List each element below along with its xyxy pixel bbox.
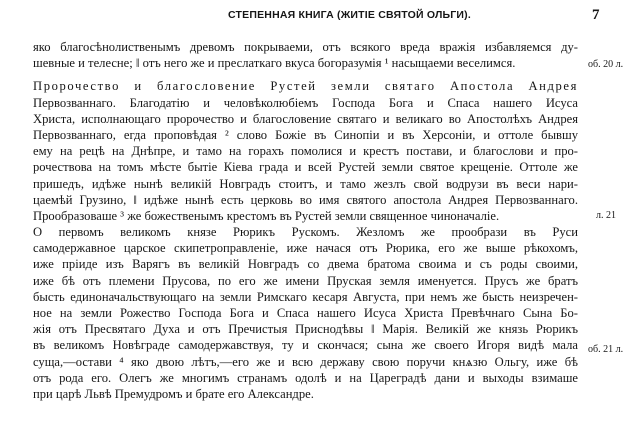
section-heading-line: О первомъ великомъ князе Рюрикъ Рускомъ. Жезломъ же прообрази въ Руси xyxy=(33,225,578,240)
text-line: жія отъ Пресвятаго Духа и отъ Пречистыя Приснодѣвы ‖ Марія. Великій же князь Рюрикъ xyxy=(33,322,578,337)
text-line: цаемѣй Грузино, ‖ идѣже нынѣ есть церковь во имя святого апостола Андрея Первозваннаго. xyxy=(33,192,578,207)
page-header xyxy=(0,9,643,25)
margin-note: об. 21 л. xyxy=(588,344,624,355)
text-line: Первозваннаго. Благодатію и человѣколюбіемъ Господа Бога и Спаса нашего Исуса xyxy=(33,95,578,110)
text-line: Прообразоваше ³ же божественымъ крестомъ въ Рустей земли священное чиноначаліе. xyxy=(33,208,500,223)
text-line: шевные и телесне; ‖ отъ него же и преслаткаго вкуса богоразумія ¹ насыщаеми веселимся. xyxy=(33,56,516,71)
running-head: СТЕПЕННАЯ КНИГА (ЖИТІЕ СВЯТОЙ ОЛЬГИ). xyxy=(228,9,471,21)
text-line: суща,—остави ⁴ яко двою лѣтъ,—его же и всю державу свою поручи кнѧзю Ольгу, иже бѣ xyxy=(33,354,578,369)
text-line: въ великомъ Новѣграде самодержавствуя, ту и скончася; сына же своего Игоря видѣ мала xyxy=(33,338,578,353)
text-line: Первозваннаго, егда проповѣдая ² слово Божіе въ Синопіи и въ Херсоніи, и оттоле бывшу xyxy=(33,127,578,142)
text-line: пришедъ, идѣже нынѣ великій Новградъ стоитъ, и тамо жезлъ свой водрузи въ веси нари- xyxy=(33,176,578,191)
text-line: ное на земли Рожество Господа Бога и Спаса нашего Исуса Христа Превѣчнаго Сына Бо- xyxy=(33,306,578,320)
page-number: 7 xyxy=(592,7,600,23)
text-line: бысть единоначальствующаго на земли Римскаго кесаря Августа, при немъ же бысть неизречен- xyxy=(33,289,578,304)
margin-note: об. 20 л. xyxy=(588,59,624,70)
text-line: рочествова на томъ мѣсте бытіе Кіева града и всей Рустей земли святое крещеніе. Оттоле же xyxy=(33,160,578,175)
text-line: самодержавное царское скипетроправленіе, иже начася отъ Рюрика, его же выше рѣкохомъ, xyxy=(33,241,578,256)
text-line: при царѣ Львѣ Премудромъ и брате его Александре. xyxy=(33,386,314,401)
text-body xyxy=(33,39,578,402)
margin-note: л. 21 xyxy=(596,210,616,221)
section-heading-line: Пророчество и благословение Рустей земли святаго Апостола Андрея xyxy=(33,79,578,94)
text-line: иже пріиде изъ Варягъ въ великій Новградъ со двема братома своима и съ роды своими, xyxy=(33,257,578,272)
text-line: яко благосѣнолиственымъ древомъ покрываеми, отъ всякого вреда вражія избавляемся ду- xyxy=(33,40,578,54)
text-line: Христа, исполнающаго пророчество и благословение святаго и великаго во Апостолѣхъ Андрея xyxy=(33,111,578,126)
text-line: иже бѣ отъ племени Прусова, по его же имени Пруская земля именуется. Прусъ же братъ xyxy=(33,273,578,288)
text-line: отъ рода его. Олегъ же многимъ странамъ одолѣ и на Цареградѣ дани и выходы взимаше xyxy=(33,370,578,385)
text-line: ему на рецѣ на Днѣпре, и тамо на горахъ помолися и крестъ постави, и благослови и про- xyxy=(33,144,578,159)
